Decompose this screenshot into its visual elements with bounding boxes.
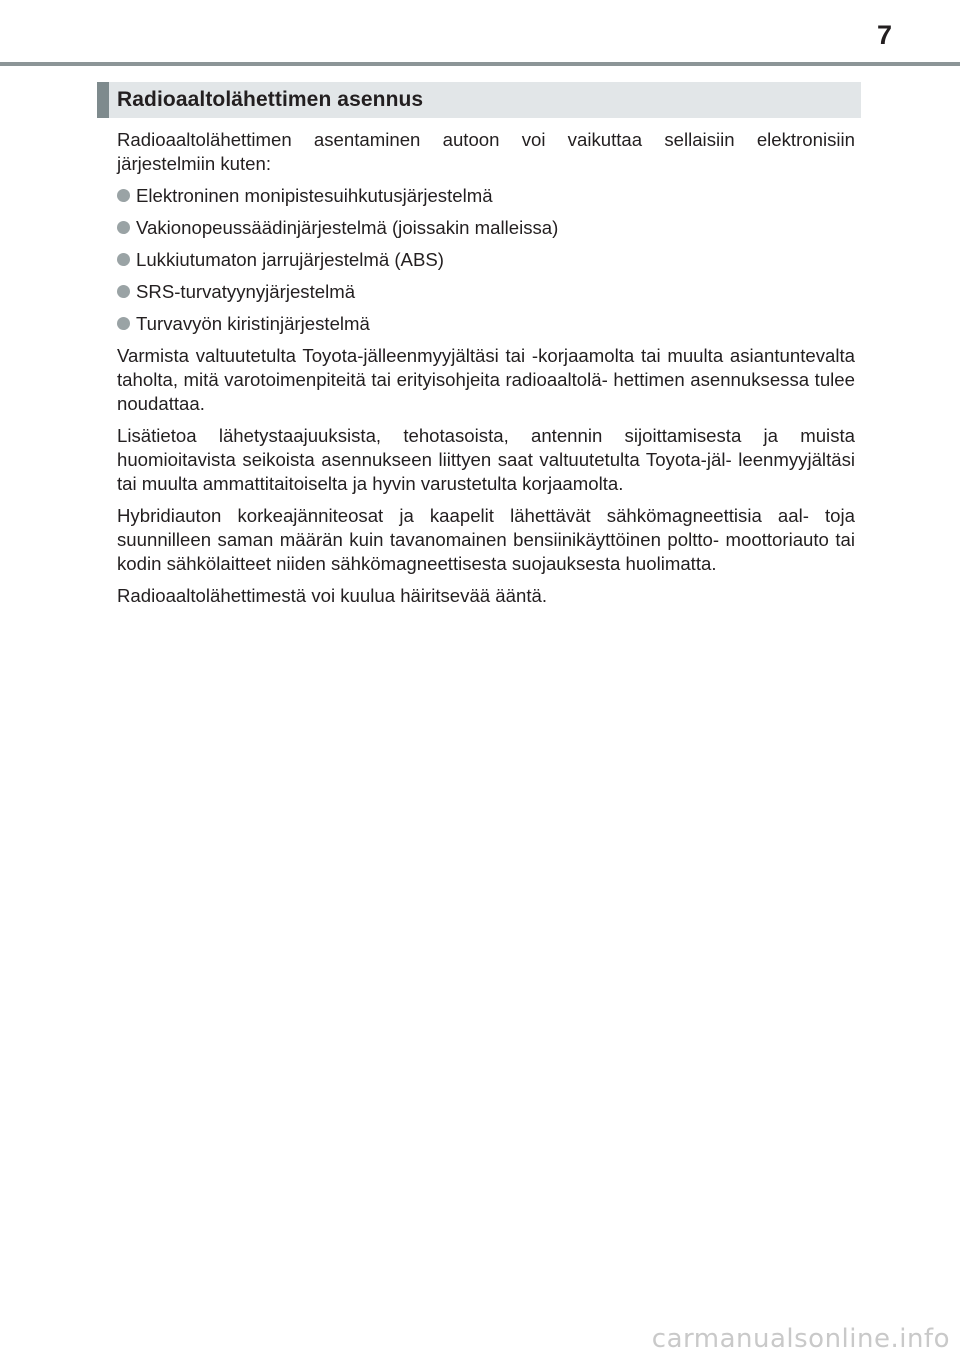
body-paragraph: Radioaaltolähettimestä voi kuulua häiritsevää ääntä. — [117, 585, 547, 606]
section-title: Radioaaltolähettimen asennus — [117, 88, 424, 111]
list-item-text: Turvavyön kiristinjärjestelmä — [136, 313, 370, 334]
list-item — [117, 216, 855, 240]
body-paragraph: Varmista valtuutetulta Toyota-jälleenmyyjältäsi tai -korjaamolta tai muulta asiantuntevalta taholta, mitä varotoimenpiteitä tai erityisohjeita radioaaltolä- hettimen asennuksessa tulee noudattaa. — [117, 345, 855, 414]
page-number: 7 — [876, 20, 892, 50]
body-content — [117, 128, 855, 616]
list-item-text: Vakionopeussäädinjärjestelmä (joissakin malleissa) — [136, 217, 559, 238]
bullet-dot-icon — [117, 253, 130, 266]
body-paragraph: Hybridiauton korkeajänniteosat ja kaapelit lähettävät sähkömagneettisia aal- toja suunnilleen saman määrän kuin tavanomainen bensiinikäyttöinen poltto- moottoriauto tai kodin sähkölaitteet niiden sähkömagneettisesta suojauksesta huolimatta. — [117, 505, 855, 574]
header-rule — [0, 62, 960, 66]
bullet-dot-icon — [117, 285, 130, 298]
list-item-text: SRS-turvatyynyjärjestelmä — [136, 281, 356, 302]
body-paragraph: Lisätietoa lähetystaajuuksista, tehotasoista, antennin sijoittamisesta ja muista huomioitavista seikoista asennukseen liittyen saat valtuutetulta Toyota-jäl- leenmyyjältäsi tai muulta ammattitaitoiselta ja hyvin varustetulta korjaamolta. — [117, 425, 855, 494]
bullet-dot-icon — [117, 221, 130, 234]
list-item-text: Lukkiutumaton jarrujärjestelmä (ABS) — [136, 249, 444, 270]
list-item — [117, 312, 855, 336]
bullet-dot-icon — [117, 317, 130, 330]
list-item-text: Elektroninen monipistesuihkutusjärjestelmä — [136, 185, 493, 206]
list-item — [117, 280, 855, 304]
list-item — [117, 248, 855, 272]
bullet-dot-icon — [117, 189, 130, 202]
intro-paragraph: Radioaaltolähettimen asentaminen autoon voi vaikuttaa sellaisiin elektronisiin järjestelmiin kuten: — [117, 129, 855, 174]
watermark: carmanualsonline.info — [651, 1324, 950, 1354]
section-heading — [97, 82, 861, 118]
list-item — [117, 184, 855, 208]
